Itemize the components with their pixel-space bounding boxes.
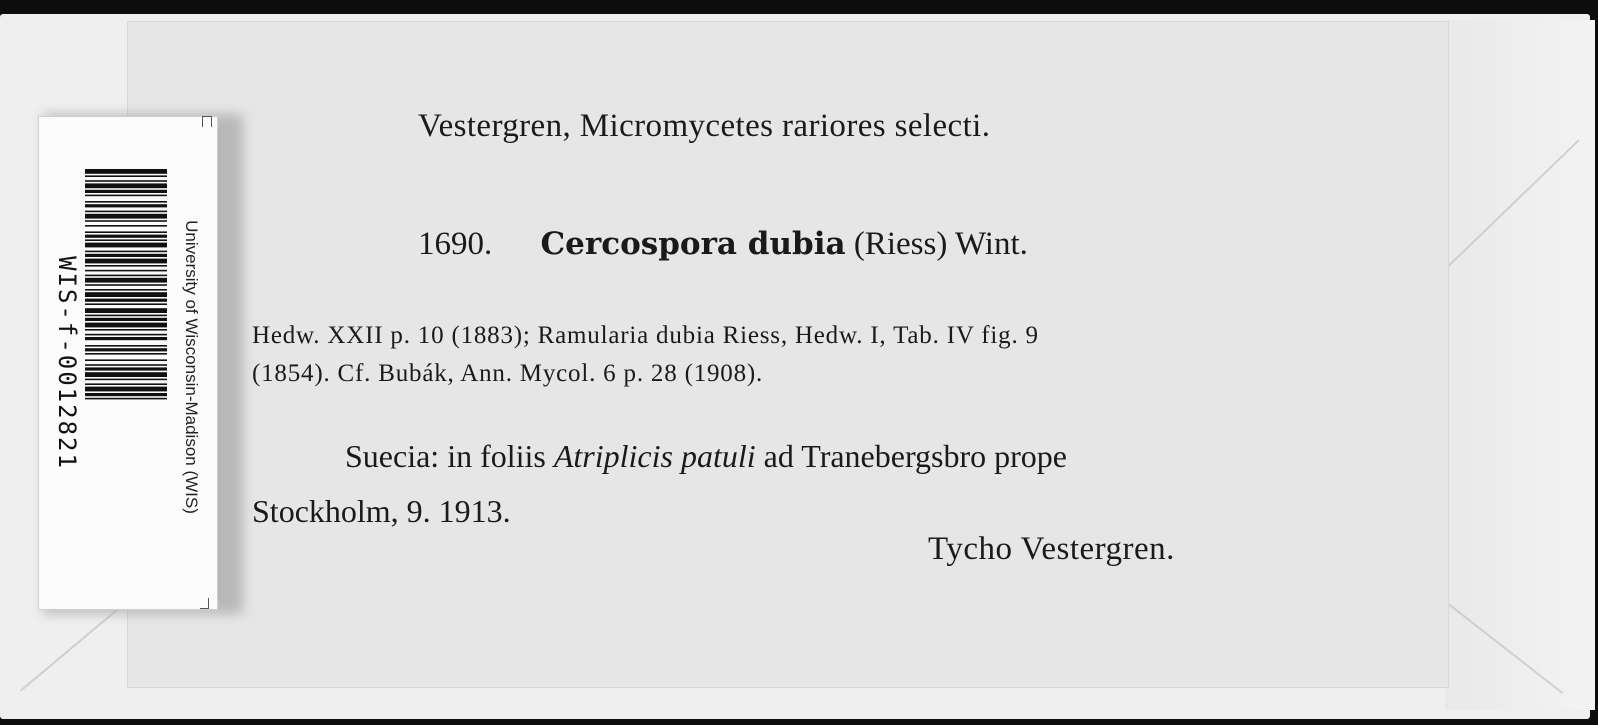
series-title: Vestergren, Micromycetes rariores selecti.: [418, 108, 991, 144]
barcode-graphic: [85, 169, 167, 563]
barcode-bar: [85, 359, 167, 361]
barcode-bar: [85, 265, 167, 267]
barcode-bar: [85, 190, 167, 193]
barcode-bar: [85, 175, 167, 177]
barcode-bar: [85, 270, 167, 272]
barcode-bar: [85, 243, 167, 248]
barcode-bar: [85, 180, 167, 182]
entry-number: 1690.: [418, 226, 493, 262]
barcode-bar: [85, 299, 167, 302]
barcode-bar: [85, 334, 167, 336]
barcode-bar: [85, 323, 167, 328]
barcode-bar: [85, 214, 167, 219]
reference-line: Hedw. XXII p. 10 (1883); Ramularia dubia Riess, Hedw. I, Tab. IV fig. 9: [252, 322, 1039, 349]
institution-name: University of Wisconsin-Madison (WIS): [182, 220, 201, 514]
collector-name: Tycho Vestergren.: [928, 531, 1175, 567]
barcode-bar: [85, 220, 167, 222]
barcode-bar: [85, 169, 167, 174]
barcode-bar: [85, 275, 167, 277]
barcode-bar: [85, 254, 167, 257]
barcode-bar: [85, 372, 167, 377]
corner-mark: [202, 116, 212, 127]
barcode-bar: [85, 303, 167, 305]
barcode-bar: [85, 387, 167, 392]
barcode-bar: [85, 308, 167, 313]
locality-line: Stockholm, 9. 1913.: [252, 493, 511, 529]
barcode-bar: [85, 183, 167, 188]
barcode-bar: [85, 231, 167, 233]
taxon-authority: (Riess) Wint.: [853, 226, 1028, 262]
barcode-bar: [85, 278, 167, 283]
barcode-bar: [85, 367, 167, 370]
barcode-bar: [85, 289, 167, 291]
barcode-bar: [85, 239, 167, 241]
barcode-bar: [85, 353, 167, 355]
locality-prefix: Suecia: in foliis: [345, 438, 546, 474]
entry-line: [418, 226, 1028, 263]
barcode-bar: [85, 398, 167, 400]
barcode-bar: [85, 251, 167, 253]
barcode-bar: [85, 195, 167, 197]
corner-mark: [200, 598, 209, 609]
barcode-bar: [85, 259, 167, 264]
host-name: Atriplicis patuli: [553, 438, 756, 474]
barcode-bar: [85, 318, 167, 321]
barcode-bar: [85, 379, 167, 381]
taxon-name: Cercospora dubia: [540, 226, 846, 262]
barcode-bar: [85, 204, 167, 207]
barcode-bar: [85, 337, 167, 340]
barcode-bar: [85, 345, 167, 347]
barcode-bar: [85, 292, 167, 297]
barcode-bar: [85, 329, 167, 331]
barcode-bar: [85, 235, 167, 238]
barcode-sticker: [38, 116, 218, 610]
barcode-number: WIS-f-0012821: [53, 256, 81, 470]
barcode-bar: [85, 383, 167, 385]
locality-line: [345, 438, 1067, 475]
barcode-bar: [85, 393, 167, 396]
locality-suffix: ad Tranebergsbro prope: [763, 438, 1067, 474]
barcode-bar: [85, 211, 167, 213]
packet-fold: [1445, 20, 1595, 710]
barcode-bar: [85, 201, 167, 203]
barcode-bar: [85, 284, 167, 286]
reference-line: (1854). Cf. Bubák, Ann. Mycol. 6 p. 28 (1908).: [252, 360, 764, 387]
barcode-bar: [85, 225, 167, 227]
barcode-bar: [85, 364, 167, 366]
barcode-bar: [85, 348, 167, 351]
barcode-bar: [85, 315, 167, 317]
